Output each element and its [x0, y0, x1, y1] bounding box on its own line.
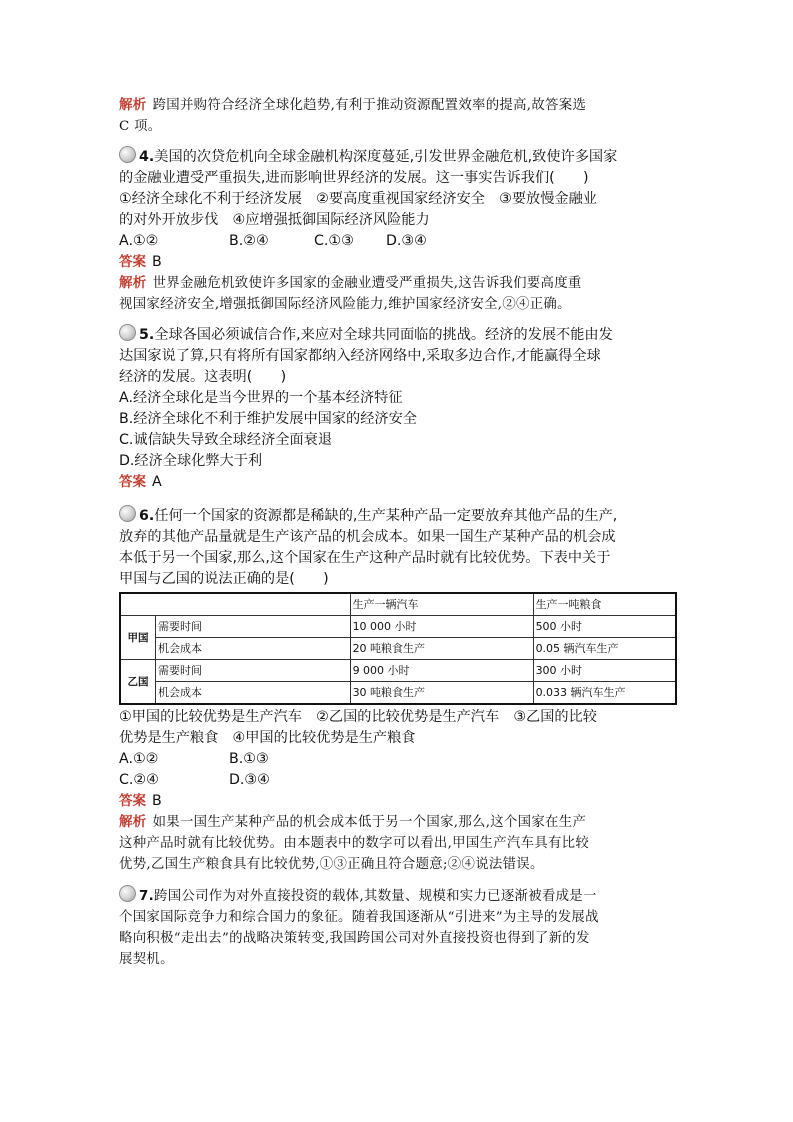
question-text: 优势是生产粮食 ④甲国的比较优势是生产粮食	[119, 730, 416, 746]
option-c: C.诚信缺失导致全球经济全面衰退	[119, 432, 333, 448]
question-number: 7.	[139, 889, 155, 904]
answer-label: 答案	[119, 793, 146, 809]
analysis-text: 优势,乙国生产粮食具有比较优势,①③正确且符合题意;②④说法错误。	[119, 857, 544, 872]
table-cell: 机会成本	[156, 638, 351, 660]
analysis-text: 跨国并购符合经济全球化趋势,有利于推动资源配置效率的提高,故答案选	[152, 98, 587, 113]
table-header: 生产一吨粮食	[533, 593, 676, 616]
answer-label: 答案	[119, 254, 146, 270]
question-number: 5.	[139, 327, 155, 343]
table-row	[120, 682, 676, 705]
question-text: 的对外开放步伐 ④应增强抵御国际经济风险能力	[119, 212, 430, 228]
table-cell: 9 000 小时	[350, 660, 533, 682]
answer-value: B	[152, 793, 162, 809]
table-cell: 300 小时	[533, 660, 676, 682]
table-cell: 需要时间	[156, 616, 351, 638]
question-text: 任何一个国家的资源都是稀缺的,生产某种产品一定要放弃其他产品的生产,	[154, 508, 618, 524]
option-d: D.③④	[386, 233, 427, 249]
table-row	[120, 660, 676, 682]
option-d: D.③④	[229, 772, 270, 788]
question-text: 个国家国际竞争力和综合国力的象征。随着我国逐渐从“引进来”为主导的发展战	[119, 910, 599, 925]
comparison-table	[119, 592, 677, 705]
question-text: 美国的次贷危机向全球金融机构深度蔓延,引发世界金融危机,致使许多国家	[154, 149, 618, 165]
analysis-label: 解析	[119, 814, 147, 830]
option-b: B.经济全球化不利于维护发展中国家的经济安全	[119, 411, 417, 427]
table-cell: 0.05 辆汽车生产	[533, 638, 676, 660]
option-c: C.②④	[119, 772, 159, 788]
question-text: 全球各国必须诚信合作,来应对全球共同面临的挑战。经济的发展不能由发	[154, 327, 613, 343]
table-cell: 30 吨粮食生产	[350, 682, 533, 705]
option-b: B.②④	[229, 233, 269, 249]
analysis-text: 如果一国生产某种产品的机会成本低于另一个国家,那么,这个国家在生产	[152, 815, 587, 830]
analysis-text: 视国家经济安全,增强抵御国际经济风险能力,维护国家经济安全,②④正确。	[119, 297, 571, 312]
prev-analysis	[119, 95, 679, 137]
question-text: 放弃的其他产品量就是生产该产品的机会成本。如果一国生产某种产品的机会成	[119, 529, 616, 545]
option-a: A.①②	[119, 233, 159, 249]
question-text: ①经济全球化不利于经济发展 ②要高度重视国家经济安全 ③要放慢金融业	[119, 191, 597, 207]
question-6	[119, 505, 679, 875]
document-page	[119, 95, 679, 970]
bullet-icon	[119, 146, 136, 163]
table-cell: 0.033 辆汽车生产	[533, 682, 676, 705]
options	[119, 231, 679, 252]
table-cell: 20 吨粮食生产	[350, 638, 533, 660]
question-text: 达国家说了算,只有将所有国家都纳入经济网络中,采取多边合作,才能赢得全球	[119, 348, 601, 364]
question-4	[119, 146, 679, 315]
option-b: B.①③	[229, 751, 269, 767]
bullet-icon	[119, 505, 136, 522]
bullet-icon	[119, 885, 136, 902]
question-text: 的金融业遭受严重损失,进而影响世界经济的发展。这一事实告诉我们( )	[119, 170, 589, 186]
table-row	[120, 638, 676, 660]
answer-value: B	[152, 254, 162, 270]
analysis-label: 解析	[119, 97, 147, 113]
question-text: 展契机。	[119, 952, 174, 967]
answer-label: 答案	[119, 474, 146, 490]
options	[119, 770, 679, 791]
table-header-row	[120, 593, 676, 616]
question-7	[119, 885, 679, 970]
table-header: 生产一辆汽车	[350, 593, 533, 616]
question-number: 4.	[139, 149, 155, 165]
option-a: A.①②	[119, 751, 159, 767]
question-5	[119, 324, 679, 493]
analysis-label: 解析	[119, 275, 147, 291]
analysis-text: 世界金融危机致使许多国家的金融业遭受严重损失,这告诉我们要高度重	[152, 276, 582, 291]
table-row	[120, 616, 676, 638]
question-text: 跨国公司作为对外直接投资的载体,其数量、规模和实力已逐渐被看成是一	[154, 889, 597, 904]
question-text: 本低于另一个国家,那么,这个国家在生产这种产品时就有比较优势。下表中关于	[119, 550, 611, 566]
option-c: C.①③	[314, 233, 354, 249]
table-cell: 需要时间	[156, 660, 351, 682]
question-text: 甲国与乙国的说法正确的是( )	[119, 571, 329, 587]
table-corner	[120, 593, 350, 616]
country-label: 甲国	[120, 616, 156, 660]
table-cell: 机会成本	[156, 682, 351, 705]
option-a: A.经济全球化是当今世界的一个基本经济特征	[119, 390, 403, 406]
option-d: D.经济全球化弊大于利	[119, 453, 263, 469]
table-cell: 500 小时	[533, 616, 676, 638]
question-number: 6.	[139, 508, 155, 524]
question-text: 略向积极“走出去”的战略决策转变,我国跨国公司对外直接投资也得到了新的发	[119, 931, 590, 946]
question-text: 经济的发展。这表明( )	[119, 369, 287, 385]
answer-value: A	[152, 474, 162, 490]
analysis-text: 这种产品时就有比较优势。由本题表中的数字可以看出,甲国生产汽车具有比较	[119, 836, 590, 851]
table-cell: 10 000 小时	[350, 616, 533, 638]
question-text: ①甲国的比较优势是生产汽车 ②乙国的比较优势是生产汽车 ③乙国的比较	[119, 709, 597, 725]
analysis-text: C 项。	[119, 119, 162, 134]
options	[119, 749, 679, 770]
country-label: 乙国	[120, 660, 156, 705]
bullet-icon	[119, 324, 136, 341]
